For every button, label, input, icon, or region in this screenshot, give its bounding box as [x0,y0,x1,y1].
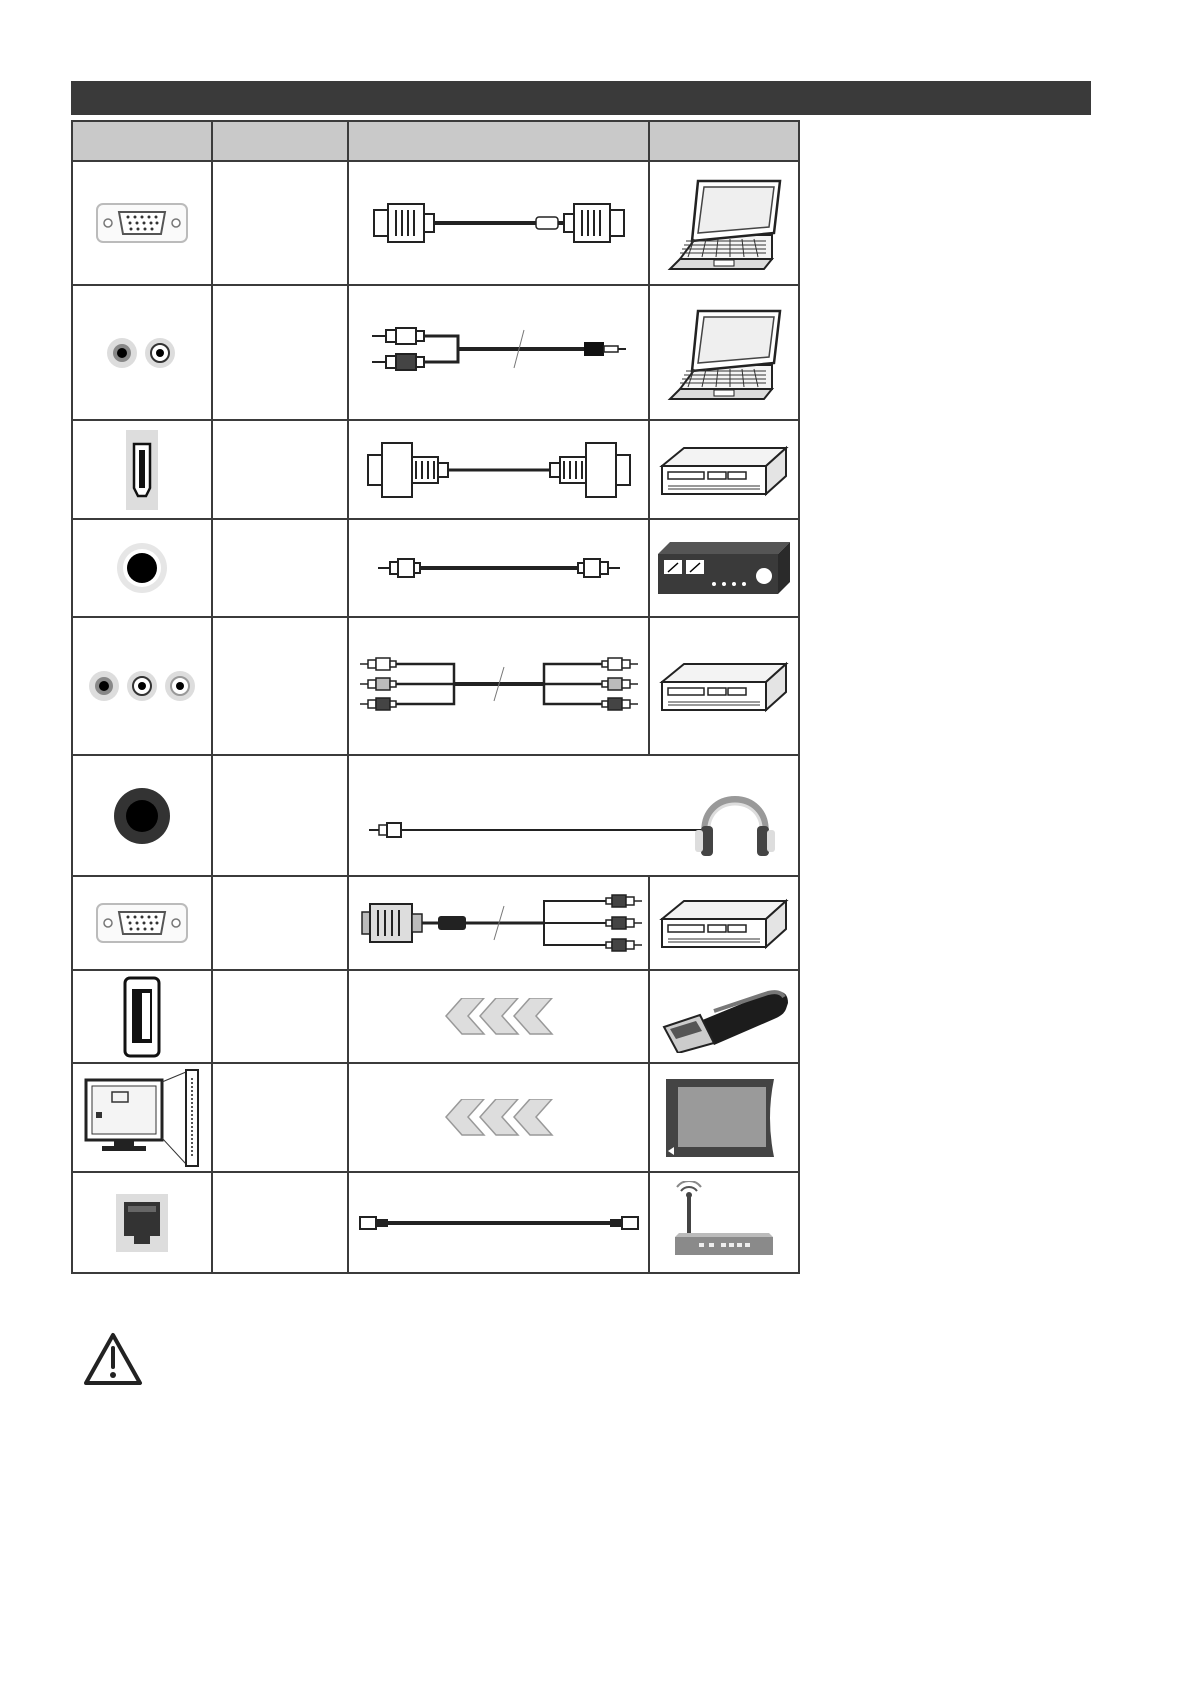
amplifier-icon [654,538,794,598]
type-cell [212,1172,348,1273]
cable-cell [348,1172,649,1273]
ethernet-cable-icon [354,1203,644,1243]
set-top-box-icon [656,438,792,502]
composite-av-cable-icon [354,651,644,721]
device-cell [649,161,799,285]
device-cell [649,1063,799,1172]
device-cell [649,970,799,1063]
header-type [212,121,348,161]
cable-cell [348,617,649,755]
type-cell [212,755,348,876]
header-connector [72,121,212,161]
device-cell [649,285,799,420]
warning-triangle-icon [83,1331,143,1389]
device-cell [649,420,799,519]
cable-cell [348,519,649,617]
connection-table [71,120,800,1274]
laptop-icon [662,171,786,275]
table-row [72,755,799,876]
vga-to-component-cable-icon [354,888,644,958]
header-device [649,121,799,161]
laptop-icon [662,301,786,405]
audio-in-rca-pair-icon [102,333,182,373]
device-cell [649,876,799,970]
connector-cell [72,1172,212,1273]
vga-port-icon [95,902,189,944]
device-cell [649,519,799,617]
rca-to-minijack-cable-icon [364,318,634,388]
table-row [72,1172,799,1273]
dvd-player-icon [656,654,792,718]
insert-arrows-icon [440,998,558,1036]
connector-cell [72,519,212,617]
ci-slot-tv-icon [82,1068,202,1168]
connector-cell [72,1063,212,1172]
usb-port-icon [122,975,162,1059]
vga-cable-icon [364,188,634,258]
cable-cell [348,876,649,970]
usb-stick-icon [656,981,792,1053]
header-cable [348,121,649,161]
connector-cell [72,285,212,420]
type-cell [212,420,348,519]
table-header-row [72,121,799,161]
cable-cell [348,161,649,285]
connector-cell [72,420,212,519]
av-rca-triple-icon [86,666,198,706]
warning-text [160,1340,1060,1380]
headphone-jack-icon [112,786,172,846]
table-row [72,876,799,970]
connector-cell [72,970,212,1063]
cam-module-icon [662,1075,786,1161]
table-row [72,420,799,519]
connector-cell [72,617,212,755]
wifi-router-icon [669,1181,779,1265]
cable-cell [348,420,649,519]
type-cell [212,285,348,420]
cable-cell [348,755,799,876]
section-title-bar [71,81,1091,115]
hdmi-cable-icon [364,435,634,505]
table-row [72,161,799,285]
device-cell [649,1172,799,1273]
cable-cell [348,970,649,1063]
dvd-player-icon [656,891,792,955]
table-row [72,970,799,1063]
ethernet-port-icon [116,1194,168,1252]
coaxial-cable-icon [364,548,634,588]
table-row [72,617,799,755]
connector-cell [72,161,212,285]
vga-port-icon [95,202,189,244]
cable-cell [348,285,649,420]
connector-cell [72,755,212,876]
type-cell [212,519,348,617]
headphone-cable-icon [359,768,789,864]
headphones-icon [695,799,775,856]
table-row [72,519,799,617]
table-row [72,1063,799,1172]
hdmi-port-icon [124,428,160,512]
table-row [72,285,799,420]
type-cell [212,161,348,285]
connector-cell [72,876,212,970]
type-cell [212,1063,348,1172]
type-cell [212,970,348,1063]
cable-cell [348,1063,649,1172]
spdif-coaxial-port-icon [115,541,169,595]
type-cell [212,617,348,755]
insert-arrows-icon [440,1099,558,1137]
type-cell [212,876,348,970]
device-cell [649,617,799,755]
